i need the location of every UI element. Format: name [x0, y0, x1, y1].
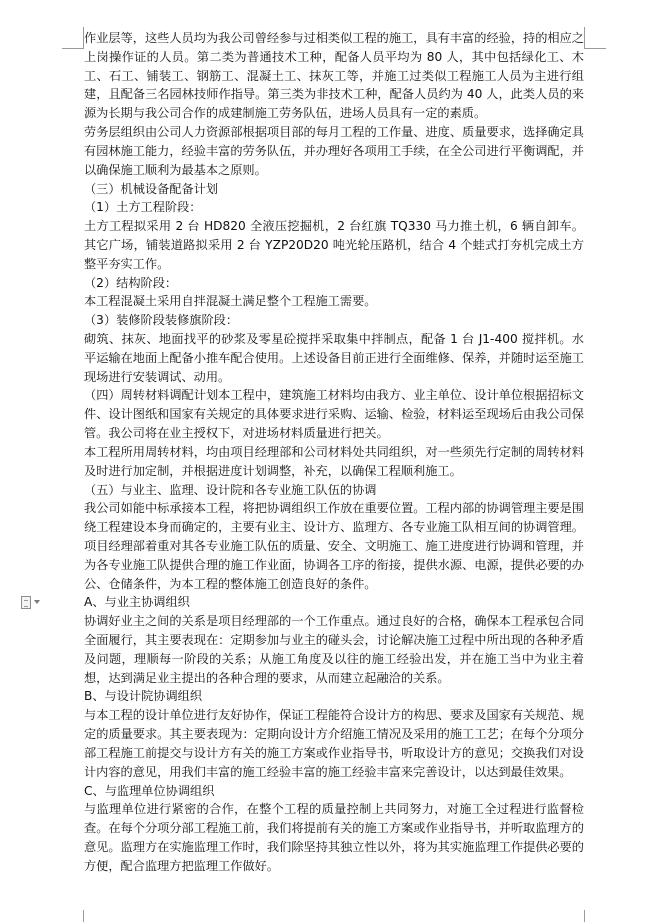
crop-mark-bottom-left: [83, 910, 84, 922]
document-options-icon[interactable]: [21, 594, 45, 610]
paragraph-staff-categories: 作业层等，这些人员均为我公司曾经参与过相类似工程的施工，具有丰富的经验，持的相应之上岗操作证的人员。第二类为普通技术工种，配备人员平均为 80 人，其中包括绿化工、木工、石工、铺装工、钢筋工、混凝土工、抹灰工等，并施工过类似工程施工人员为主进行组建，且配备三名园林技师作指导。第三类为非技术工种，配备人员约为 40 人，此类人员的来源为长期与我公司合作的成建制施工劳务队伍，进场人员具有一定的素质。: [84, 31, 584, 121]
paragraph-decoration: 砌筑、抹灰、地面找平的砂浆及零星砼搅拌采取集中拌制点，配备 1 台 J1-400 搅拌机。水平运输在地面上配备小推车配合使用。上述设备目前正进行全面维修、保养，并随时运至施工现场进行安装调试、动用。: [84, 332, 584, 384]
subheading-earthwork: （1）土方工程阶段：: [84, 200, 202, 215]
chevron-down-icon: [34, 600, 40, 604]
heading-owner-coordination: A、与业主协调组织: [84, 595, 190, 610]
crop-mark-top-right-v: [584, 27, 585, 49]
heading-design-coordination: B、与设计院协调组织: [84, 689, 203, 704]
paragraph-labor-organization: 劳务层组织由公司人力资源部根据项目部的每月工程的工作量、进度、质量要求，选择确定具有园林施工能力，经验丰富的劳务队伍，并办理好各项用工手续，在全公司进行平衡调配，并以确保施工顺利为最基本之原则。: [84, 125, 584, 177]
paragraph-earthwork: 土方工程拟采用 2 台 HD820 全液压挖掘机，2 台红旗 TQ330 马力推土机，6 辆自卸车。其它广场，铺装道路拟采用 2 台 YZP20D20 吨光轮压路机，结合 4 个蛙式打夯机完成土方整平夯实工作。: [84, 219, 584, 271]
document-icon: [21, 596, 31, 609]
paragraph-design-coordination: 与本工程的设计单位进行友好协作，保证工程能符合设计方的构思、要求及国家有关规范、规定的质量要求。其主要表现为：定期向设计方介绍施工情况及采用的施工工艺；在每个分项分部工程施工前提交与设计方有关的施工方案或作业指导书，听取设计方的意见；交换我们对设计内容的意见，用我们丰富的施工经验丰富的施工经验丰富来完善设计，以达到最佳效果。: [84, 708, 584, 779]
heading-coordination: （五）与业主、监理、设计院和各专业施工队伍的协调: [84, 482, 377, 497]
heading-equipment-plan: （三）机械设备配备计划: [84, 181, 219, 196]
crop-mark-top-right-h: [584, 48, 606, 49]
document-page: [84, 29, 584, 876]
paragraph-supervision-coordination: 与监理单位进行紧密的合作，在整个工程的质量控制上共同努力，对施工全过程进行监督检查。在每个分项分部工程施工前，我们将提前有关的施工方案或作业指导书，并听取监理方的意见。监理方在实施监理工作时，我们除坚持其独立性以外，将为其实施监理工作提供必要的方便，配合监理方把监理工作做好。: [84, 802, 584, 873]
paragraph-owner-coordination: 协调好业主之间的关系是项目经理部的一个工作重点。通过良好的合格，确保本工程承包合同全面履行，其主要表现在：定期参加与业主的碰头会，讨论解决施工过程中所出现的各种矛盾及问题，理顺每一阶段的关系；从施工角度及以往的施工经验出发，并在施工当中为业主着想，达到满足业主提出的各种合理的要求，从而建立起融洽的关系。: [84, 614, 584, 685]
paragraph-structure: 本工程混凝土采用自拌混凝土满足整个工程施工需要。: [84, 294, 377, 309]
paragraph-turnover-materials: 本工程所用周转材料，均由项目经理部和公司材料处共同组织，对一些须先行定制的周转材料及时进行加定制，并根据进度计划调整，补充，以确保工程顺利施工。: [84, 444, 584, 478]
crop-mark-top-left-h: [62, 48, 84, 49]
crop-mark-bottom-right: [584, 910, 585, 922]
paragraph-coordination: 我公司如能中标承接本工程，将把协调组织工作放在重要位置。工程内部的协调管理主要是围绕工程建设本身而确定的，主要有业主、设计方、监理方、各专业施工队相互间的协调管理。项目经理部着重对其各专业施工队伍的质量、安全、文明施工、施工进度进行协调和管理，并为各专业施工队提供合理的施工作业面，协调各工序的衔接，提供水源、电源，提供必要的办公、仓储条件，为本工程的整体施工创造良好的条件。: [84, 501, 584, 591]
paragraph-material-plan: （四）周转材料调配计划本工程中，建筑施工材料均由我方、业主单位、设计单位根据招标文件、设计图纸和国家有关规定的具体要求进行采购、运输、检验，材料运至现场后由我公司保管。我公司将在业主授权下，对进场材料质量进行把关。: [84, 388, 584, 441]
heading-supervision-coordination: C、与监理单位协调组织: [84, 783, 215, 798]
subheading-structure: （2）结构阶段：: [84, 275, 178, 290]
subheading-decoration: （3）装修阶段装修旗阶段：: [84, 313, 239, 328]
